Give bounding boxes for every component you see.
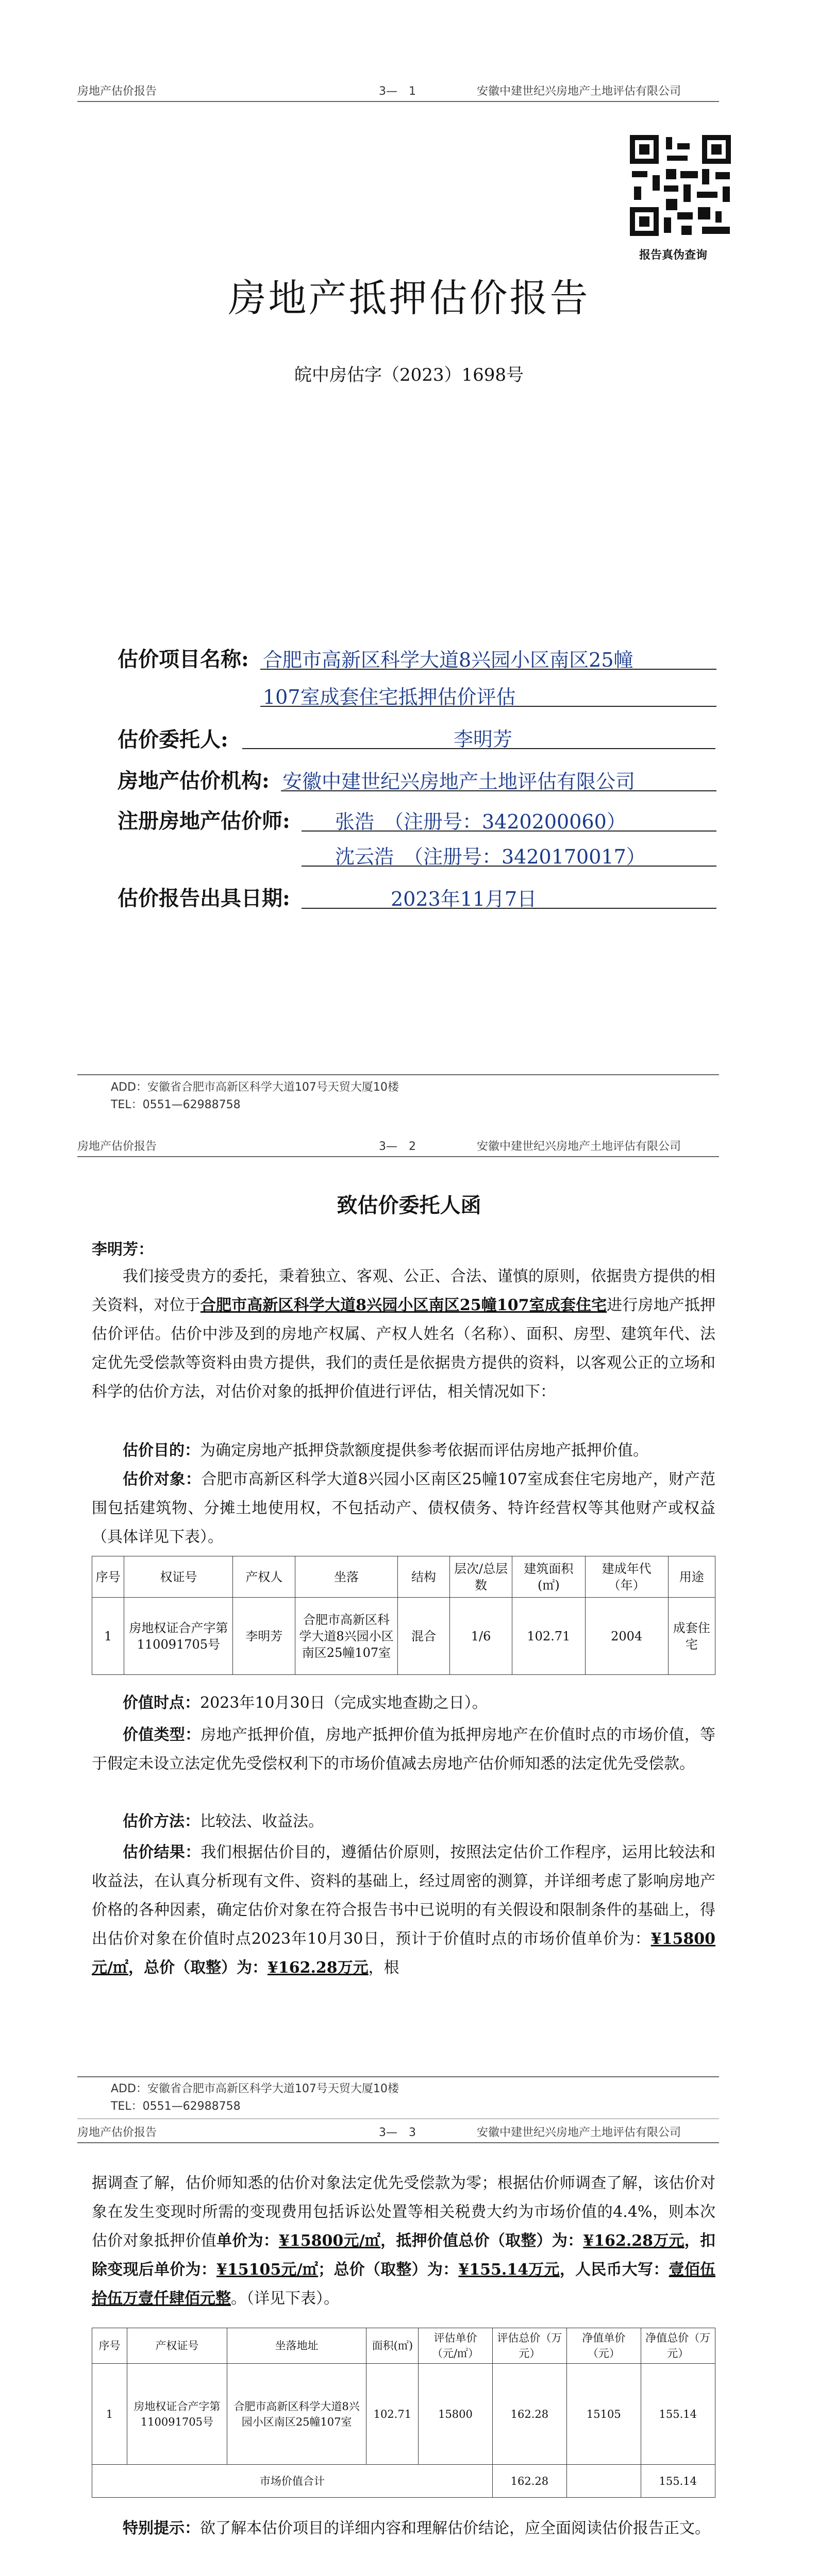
page-number: 3— 2 (379, 1140, 416, 1153)
org-label: 房地产估价机构: (118, 769, 270, 793)
footer-address: ADD：安徽省合肥市高新区科学大道107号天贸大厦10楼 (111, 2082, 399, 2095)
page-header-right: 安徽中建世纪兴房地产土地评估有限公司 (477, 1140, 681, 1153)
page-header-right: 安徽中建世纪兴房地产土地评估有限公司 (477, 2126, 681, 2139)
report-title: 房地产抵押估价报告 (228, 276, 590, 320)
table-header: 净值单价（元） (567, 2328, 641, 2364)
appraiser-1: 张浩 （注册号：3420200060） (335, 810, 626, 833)
table-cell: 成套住宅 (668, 1598, 715, 1675)
table-header: 面积(㎡) (366, 2328, 419, 2364)
page-header-right: 安徽中建世纪兴房地产土地评估有限公司 (477, 85, 681, 98)
page-header-left: 房地产估价报告 (77, 1140, 157, 1153)
table-cell: 102.71 (366, 2364, 419, 2465)
table-header: 评估总价（万元） (492, 2328, 566, 2364)
footer-rule (77, 1074, 719, 1075)
value-date-paragraph: 价值时点：2023年10月30日（完成实地查勘之日）。 (123, 1694, 488, 1712)
qr-code-icon[interactable] (630, 135, 731, 236)
client-value: 李明芳 (454, 728, 513, 751)
table-header: 净值总价（万元） (641, 2328, 715, 2364)
continued-paragraph: 据调查了解，估价师知悉的估价对象法定优先受偿款为零；根据估价师调查了解，该估价对象在发生变现时所需的变现费用包括诉讼处置等相关税费大约为市场价值的4.4%，则本次估价对象抵押价值单价为：¥15800元/㎡，抵押价值总价（取整）为：¥162.28万元，扣除变现后单价为：¥15105元/㎡；总价（取整）为：¥155.14万元，人民币大写：壹佰伍拾伍万壹仟肆佰元整。（详见下表）。 (92, 2174, 716, 2308)
table-header: 坐落地址 (227, 2328, 366, 2364)
table-header: 建筑面积(㎡) (512, 1556, 586, 1598)
object-paragraph: 估价对象：合肥市高新区科学大道8兴园小区南区25幢107室成套住宅房地产，财产范围包括建筑物、分摊土地使用权，不包括动产、债权债务、特许经营权等其他财产或权益（具体详见下表）。 (92, 1470, 715, 1546)
table-header: 序号 (92, 2328, 127, 2364)
letter-title: 致估价委托人函 (337, 1193, 481, 1217)
result-paragraph: 估价结果：我们根据估价目的，遵循估价原则，按照法定估价工作程序，运用比较法和收益法，在认真分析现有文件、资料的基础上，经过周密的测算，并详细考虑了影响房地产价格的各种因素，确定估价对象在符合报告书中已说明的有关假设和限制条件的基础上，得出估价对象在价值时点2023年10月30日，预计于价值时点的市场价值单价为：¥15800元/㎡，总价（取整）为：¥162.28万元，根 (92, 1843, 716, 1977)
table-total-label: 市场价值合计 (92, 2465, 493, 2498)
table-row (92, 2364, 715, 2465)
issue-date-label: 估价报告出具日期: (118, 886, 290, 910)
table-cell: 合肥市高新区科学大道8兴园小区南区25幢107室 (227, 2364, 366, 2465)
table-header: 产权人 (233, 1556, 295, 1598)
table-cell: 混合 (397, 1598, 449, 1675)
table-cell: 162.28 (492, 2364, 566, 2465)
project-value-line1: 合肥市高新区科学大道8兴园小区南区25幢 (263, 649, 633, 671)
value-type-paragraph: 价值类型：房地产抵押价值，房地产抵押价值为抵押房地产在价值时点的市场价值，等于假定未设立法定优先受偿权利下的市场价值减去房地产估价师知悉的法定优先受偿款。 (92, 1726, 716, 1773)
table-cell: 15800 (419, 2364, 492, 2465)
table-cell (567, 2465, 641, 2498)
table-header: 建成年代（年） (585, 1556, 668, 1598)
report-number: 皖中房估字（2023）1698号 (294, 365, 524, 385)
table-row (92, 1598, 715, 1675)
table-cell: 李明芳 (233, 1598, 295, 1675)
salutation: 李明芳： (92, 1241, 154, 1259)
footer-rule (77, 2076, 719, 2077)
table-header: 权证号 (124, 1556, 233, 1598)
footer-tel: TEL：0551—62988758 (111, 2100, 241, 2113)
property-table (92, 1556, 715, 1675)
table-cell: 合肥市高新区科学大道8兴园小区南区25幢107室 (295, 1598, 398, 1675)
footer-address: ADD：安徽省合肥市高新区科学大道107号天贸大厦10楼 (111, 1081, 399, 1094)
method-paragraph: 估价方法：比较法、收益法。 (123, 1812, 324, 1831)
intro-paragraph: 我们接受贵方的委托，秉着独立、客观、公正、合法、谨慎的原则，依据贵方提供的相关资料，对位于合肥市高新区科学大道8兴园小区南区25幢107室成套住宅进行房地产抵押估价评估。估价中涉及到的房地产权属、产权人姓名（名称）、面积、房型、建筑年代、法定优先受偿款等资料由贵方提供，我们的责任是依据贵方提供的资料，以客观公正的立场和科学的估价方法，对估价对象的抵押价值进行评估，相关情况如下： (92, 1267, 715, 1401)
purpose-paragraph: 估价目的：为确定房地产抵押贷款额度提供参考依据而评估房地产抵押价值。 (123, 1442, 648, 1460)
table-cell: 房地权证合产字第110091705号 (127, 2364, 227, 2465)
table-cell: 1/6 (450, 1598, 512, 1675)
table-cell: 1 (92, 2364, 127, 2465)
table-cell: 155.14 (641, 2364, 715, 2465)
org-value: 安徽中建世纪兴房地产土地评估有限公司 (282, 770, 636, 793)
appraiser-label: 注册房地产估价师: (118, 809, 290, 833)
table-header: 用途 (668, 1556, 715, 1598)
table-cell: 15105 (567, 2364, 641, 2465)
table-cell: 1 (92, 1598, 124, 1675)
table-header: 评估单价（元/㎡） (419, 2328, 492, 2364)
header-rule (77, 1156, 719, 1157)
qr-caption: 报告真伪查询 (639, 249, 708, 262)
footer-tel: TEL：0551—62988758 (111, 1098, 241, 1111)
table-header: 层次/总层数 (450, 1556, 512, 1598)
header-rule (77, 101, 719, 102)
issue-date-value: 2023年11月7日 (391, 888, 537, 910)
appraiser-2: 沈云浩 （注册号：3420170017） (335, 845, 646, 868)
page-header-left: 房地产估价报告 (77, 85, 157, 98)
table-header: 序号 (92, 1556, 124, 1598)
page-number: 3— 3 (379, 2126, 416, 2139)
property-address: 合肥市高新区科学大道8兴园小区南区25幢107室成套住宅 (200, 1296, 607, 1314)
page-header-left: 房地产估价报告 (77, 2126, 157, 2139)
table-total-value: 162.28 (492, 2465, 566, 2498)
header-rule (77, 2142, 719, 2143)
table-header: 产权证号 (127, 2328, 227, 2364)
special-note-paragraph: 特别提示：欲了解本估价项目的详细内容和理解估价结论，应全面阅读估价报告正文。 (123, 2519, 710, 2537)
table-cell: 2004 (585, 1598, 668, 1675)
table-cell: 102.71 (512, 1598, 586, 1675)
page-number: 3— 1 (379, 85, 416, 98)
table-cell: 房地权证合产字第110091705号 (124, 1598, 233, 1675)
client-label: 估价委托人: (118, 727, 228, 752)
table-total-row (92, 2465, 715, 2498)
project-label: 估价项目名称: (118, 647, 249, 671)
table-header: 坐落 (295, 1556, 398, 1598)
project-value-line2: 107室成套住宅抵押估价评估 (263, 686, 516, 708)
table-header: 结构 (397, 1556, 449, 1598)
table-total-net: 155.14 (641, 2465, 715, 2498)
valuation-table (92, 2328, 715, 2498)
